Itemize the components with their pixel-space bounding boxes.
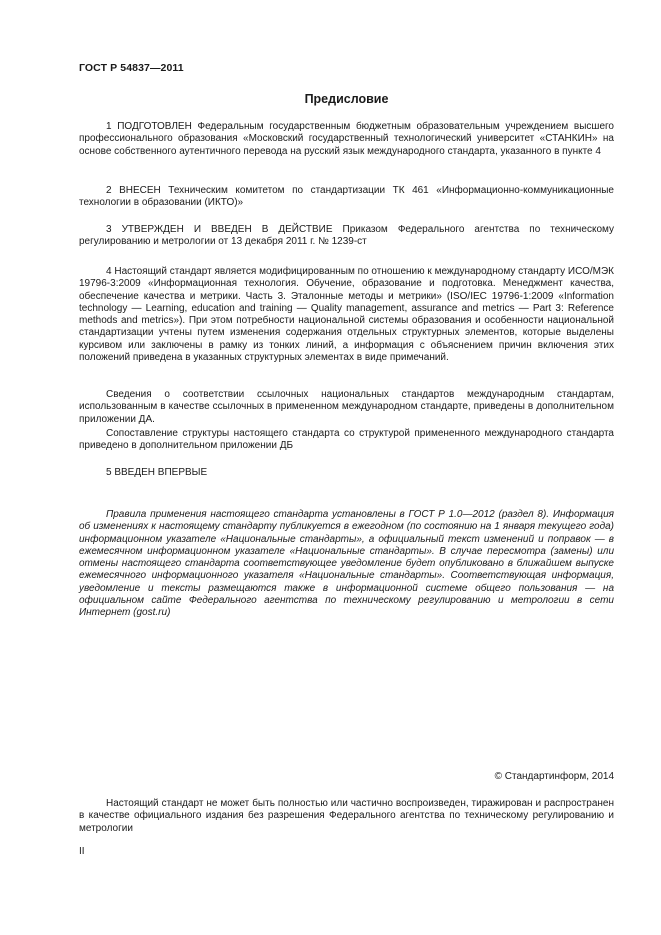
paragraph-introduced-first: 5 ВВЕДЕН ВПЕРВЫЕ — [106, 467, 208, 478]
paragraph-approved: 3 УТВЕРЖДЕН И ВВЕДЕН В ДЕЙСТВИЕ Приказом Федерального агентства по техническому регулированию и метрологии от 13 декабря 2011 г. № 1239-ст — [79, 224, 614, 248]
paragraph-prepared-by: 1 ПОДГОТОВЛЕН Федеральным государственным бюджетным образовательным учреждением высшего профессионального образования «Московский государственный технологический университет «СТАНКИН» на основе собственного аутентичного перевода на русский язык международного стандарта, указанного в пункте 4 — [79, 121, 614, 157]
paragraph-submitted-by: 2 ВНЕСЕН Техническим комитетом по стандартизации ТК 461 «Информационно-коммуникационные технологии в образовании (ИКТО)» — [79, 185, 614, 209]
page-number: II — [79, 846, 85, 857]
paragraph-references-info: Сведения о соответствии ссылочных национальных стандартов международным стандартам, использованным в качестве ссылочных в примененном международном стандарте, приведены в дополнительном приложении ДА. — [79, 389, 614, 425]
reproduction-notice: Настоящий стандарт не может быть полностью или частично воспроизведен, тиражирован и распространен в качестве официального издания без разрешения Федерального агентства по техническому регулированию и метрологии — [79, 798, 614, 834]
section-title: Предисловие — [304, 92, 389, 106]
paragraph-structure-comparison: Сопоставление структуры настоящего стандарта со структурой примененного международного стандарта приведено в дополнительном приложении ДБ — [79, 428, 614, 452]
copyright-line: © Стандартинформ, 2014 — [494, 771, 614, 782]
standard-code-header: ГОСТ Р 54837—2011 — [79, 62, 184, 74]
paragraph-modified-standard: 4 Настоящий стандарт является модифицированным по отношению к международному стандарту ИСО/МЭК 19796-3:2009 «Информационная технология. Обучение, образование и подготовка. Менеджмент качества, обеспечение качества и метрики. Часть 3. Эталонные методы и метрики» (ISO/IEC 19796-1:2009 «Information technology — Learning, education and training — Quality management, assurance and metrics — Part 3: Reference methods and metrics»). При этом потребности национальной системы образования и особенности национальной стандартизации учтены путем изменения содержания отдельных структурных элементов, которые выделены курсивом или заключены в рамку из тонких линий, а информация с объяснением причин включения этих положений приведена в указанных структурных элементах в виде примечаний. — [79, 266, 614, 364]
italic-notice: Правила применения настоящего стандарта установлены в ГОСТ Р 1.0—2012 (раздел 8). Информация об изменениях к настоящему стандарту публикуется в ежегодном (по состоянию на 1 января текущего года) информационном указателе «Национальные стандарты», а официальный текст изменений и поправок — в ежемесячном информационном указателе «Национальные стандарты». В случае пересмотра (замены) или отмены настоящего стандарта соответствующее уведомление будет опубликовано в ближайшем выпуске ежемесячного информационного указателя «Национальные стандарты». Соответствующая информация, уведомление и тексты размещаются также в информационной системе общего пользования — на официальном сайте Федерального агентства по техническому регулированию и метрологии в сети Интернет (gost.ru) — [79, 509, 614, 619]
